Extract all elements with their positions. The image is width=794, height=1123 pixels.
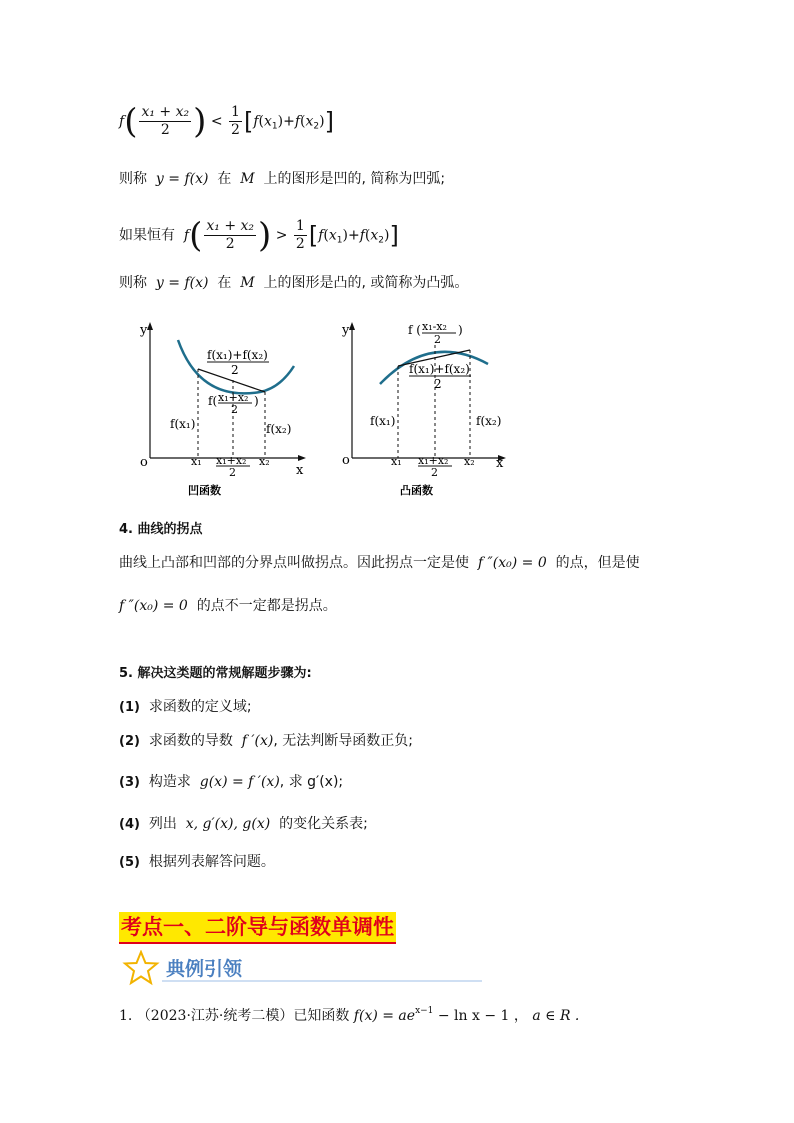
step-5: (5) 根据列表解答问题。 (119, 854, 275, 870)
left-x2: x₂ (259, 455, 270, 468)
right-fmid-num: x₁-x₂ (422, 320, 447, 333)
example-lead-banner (122, 950, 482, 988)
right-fmid-prefix: f ( (408, 323, 421, 337)
right-y-label: y (342, 323, 350, 338)
left-x1: x₁ (191, 455, 202, 468)
step-1: (1) 求函数的定义域; (119, 699, 252, 715)
right-xmid-den: 2 (431, 466, 438, 479)
step-4: (4) 列出 x, g′(x), g(x) 的变化关系表; (119, 816, 368, 832)
f-symbol: f (119, 113, 125, 130)
left-xmid-num: x₁+x₂ (216, 454, 247, 467)
left-fmid-num: x₁+x₂ (218, 391, 249, 404)
concave-figure (139, 322, 306, 497)
fraction-half: $\frac{1}{2}$ (231, 104, 240, 138)
right-origin-label: o (342, 453, 350, 468)
para-concave: 则称 y = f(x) 在 M 上的图形是凹的, 简称为凹弧; (119, 171, 446, 187)
left-xmid-den: 2 (229, 466, 236, 479)
left-fmid-suffix: ) (254, 394, 259, 408)
left-fx1: f(x₁) (170, 417, 196, 431)
convex-figure (341, 320, 506, 497)
left-fx2: f(x₂) (266, 422, 292, 436)
left-caption: 凹函数 (188, 484, 221, 497)
left-x-label: x (296, 463, 304, 478)
right-mid-den: 2 (434, 377, 442, 391)
right-fx1: f(x₁) (370, 414, 396, 428)
left-mid-num: f(x₁)+f(x₂) (207, 348, 268, 362)
step-2: (2) 求函数的导数 f ′(x), 无法判断导函数正负; (119, 733, 414, 749)
right-fmid-suffix: ) (458, 323, 463, 337)
formula-convex-definition: 如果恒有 f( $\frac{\text{x₁ + x₂}}{2}$ ) > $\frac{1}{2}$ $[f(x_1)+f(x_2)]$ (119, 215, 399, 256)
right-xmid-num: x₁+x₂ (418, 454, 449, 467)
less-than: < (210, 113, 223, 130)
lead-label: 典例引领 (166, 958, 243, 980)
left-fmid-den: 2 (231, 403, 238, 416)
section4-text-line2: f ″(x₀) = 0 的点不一定都是拐点。 (119, 598, 337, 614)
left-mid-den: 2 (231, 363, 239, 377)
right-x-label: x (496, 456, 504, 471)
right-fmid-den: 2 (434, 333, 441, 346)
formula-concave-definition: f( $\frac{\text{x₁ + x₂}}{2}$ ) < $\frac{1}{2}$ $[f(x_1)+f(x_2)]$ (119, 101, 334, 142)
section4-text-line1: 曲线上凸部和凹部的分界点叫做拐点。因此拐点一定是使 f ″(x₀) = 0 的点，但是使 (119, 555, 640, 571)
step-3: (3) 构造求 g(x) = f ′(x), 求 g′(x); (119, 774, 344, 790)
left-y-label: y (140, 323, 148, 338)
fraction-mid: $\frac{\text{x₁ + x₂}}{2}$ (141, 104, 190, 138)
section5-heading: 5. 解决这类题的常规解题步骤为: (119, 666, 312, 681)
right-x1: x₁ (391, 455, 402, 468)
problem-1: 1. （2023·江苏·统考二模）已知函数 $f(x) = ae^{x-1} - \ln x - 1$ ， a ∈ R . (119, 1006, 580, 1024)
star-icon (122, 950, 160, 986)
concave-convex-figures (130, 312, 520, 502)
section-title: 考点一、二阶导与函数单调性 (119, 912, 396, 944)
left-fmid-prefix: f( (208, 394, 218, 408)
right-fx2: f(x₂) (476, 414, 502, 428)
para-convex: 则称 y = f(x) 在 M 上的图形是凸的, 或简称为凸弧。 (119, 275, 469, 291)
left-origin-label: o (140, 455, 148, 470)
right-x2: x₂ (464, 455, 475, 468)
section4-heading: 4. 曲线的拐点 (119, 522, 203, 537)
right-mid-num: f(x₁)+f(x₂) (409, 362, 470, 376)
lead-underline (162, 980, 482, 982)
right-caption: 凸函数 (400, 484, 433, 497)
